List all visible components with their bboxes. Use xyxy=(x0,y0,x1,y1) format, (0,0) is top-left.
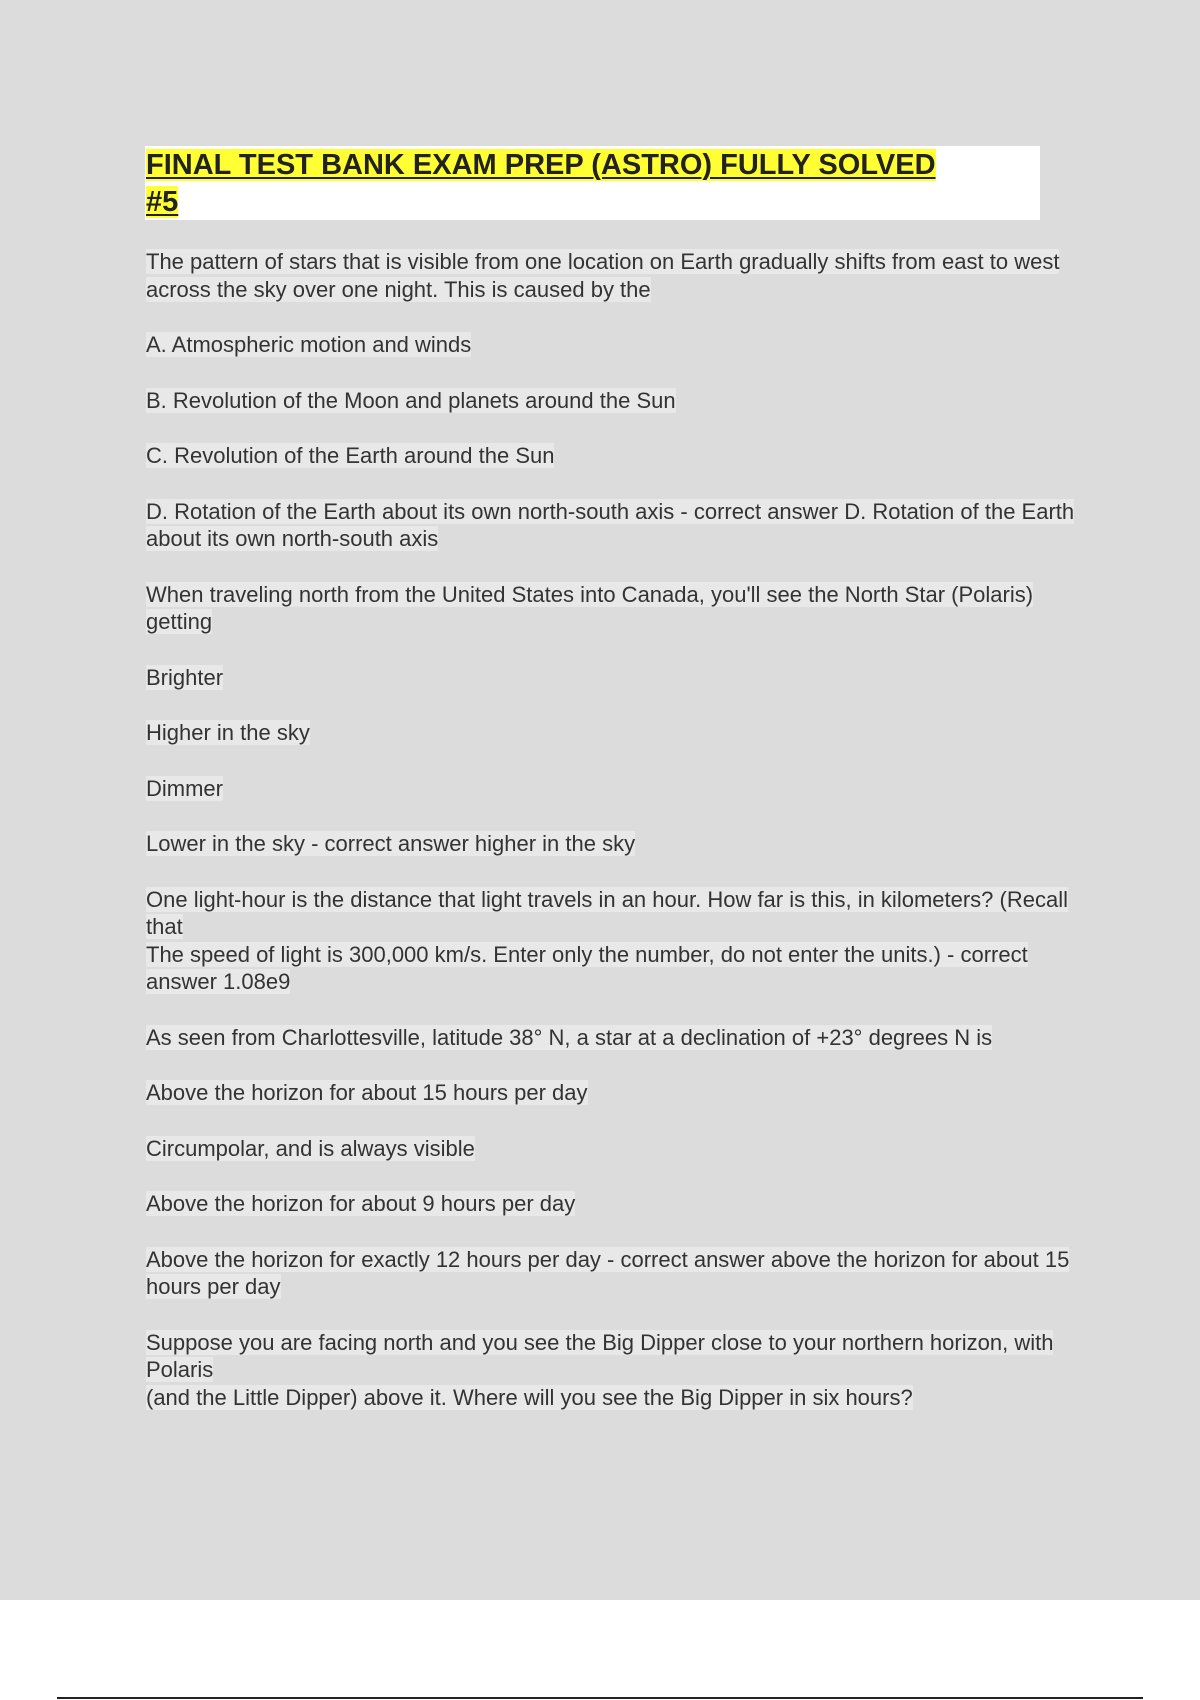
paragraph-text: Suppose you are facing north and you see the Big Dipper close to your northern horizon, with Polaris (and the Little Dipper) above it. Where will you see the Big Dipper in six hours? xyxy=(146,1329,1054,1410)
paragraph-text: Dimmer xyxy=(146,775,223,801)
question-4-stem xyxy=(146,1024,1086,1052)
question-2-option xyxy=(146,664,1086,692)
paragraph-text: Lower in the sky - correct answer higher in the sky xyxy=(146,831,636,856)
paragraph-text: B. Revolution of the Moon and planets around the Sun xyxy=(146,387,676,413)
question-5-stem xyxy=(146,1329,1086,1412)
paragraph-text: Higher in the sky xyxy=(146,720,310,745)
paragraph-text: One light-hour is the distance that light travels in an hour. How far is this, in kilometers? (Recall that The speed of light is 300,000 km/s. Enter only the number, do not enter the units.) - correct answer 1.08e9 xyxy=(146,886,1068,994)
paragraph-text: C. Revolution of the Earth around the Sun xyxy=(146,443,555,468)
paragraph-text: The pattern of stars that is visible from one location on Earth gradually shifts from east to west across the sky over one night. This is caused by the xyxy=(146,249,1060,302)
footer-divider xyxy=(57,1697,1143,1699)
title-line-1: FINAL TEST BANK EXAM PREP (ASTRO) FULLY SOLVED xyxy=(146,149,936,181)
paragraph-text: Above the horizon for about 9 hours per day xyxy=(146,1191,576,1216)
question-1-option-d-answer xyxy=(146,498,1086,553)
question-2-option xyxy=(146,775,1086,803)
question-4-option xyxy=(146,1135,1086,1163)
question-3-stem-answer xyxy=(146,886,1086,996)
question-1-option-c xyxy=(146,442,1086,470)
paragraph-text: When traveling north from the United States into Canada, you'll see the North Star (Polaris) getting xyxy=(146,581,1034,634)
paragraph-text: D. Rotation of the Earth about its own north-south axis - correct answer D. Rotation of the Earth about its own north-south axis xyxy=(146,498,1075,551)
question-1-stem xyxy=(146,248,1086,303)
question-1-option-a xyxy=(146,331,1086,359)
title-line-2: #5 xyxy=(146,186,179,218)
paragraph-text: Circumpolar, and is always visible xyxy=(146,1135,475,1161)
document-body xyxy=(146,248,1086,1439)
question-1-option-b xyxy=(146,387,1086,415)
question-2-option-answer xyxy=(146,830,1086,858)
question-4-option xyxy=(146,1079,1086,1107)
paragraph-text: Above the horizon for exactly 12 hours per day - correct answer above the horizon for about 15 hours per day xyxy=(146,1246,1070,1299)
paragraph-text: As seen from Charlottesville, latitude 38° N, a star at a declination of +23° degrees N is xyxy=(146,1024,993,1050)
paragraph-text: Brighter xyxy=(146,664,224,690)
question-2-stem xyxy=(146,581,1086,636)
question-4-option-answer xyxy=(146,1246,1086,1301)
paragraph-text: A. Atmospheric motion and winds xyxy=(146,332,472,357)
question-2-option xyxy=(146,719,1086,747)
question-4-option xyxy=(146,1190,1086,1218)
document-title xyxy=(146,147,1046,221)
paragraph-text: Above the horizon for about 15 hours per day xyxy=(146,1080,588,1105)
